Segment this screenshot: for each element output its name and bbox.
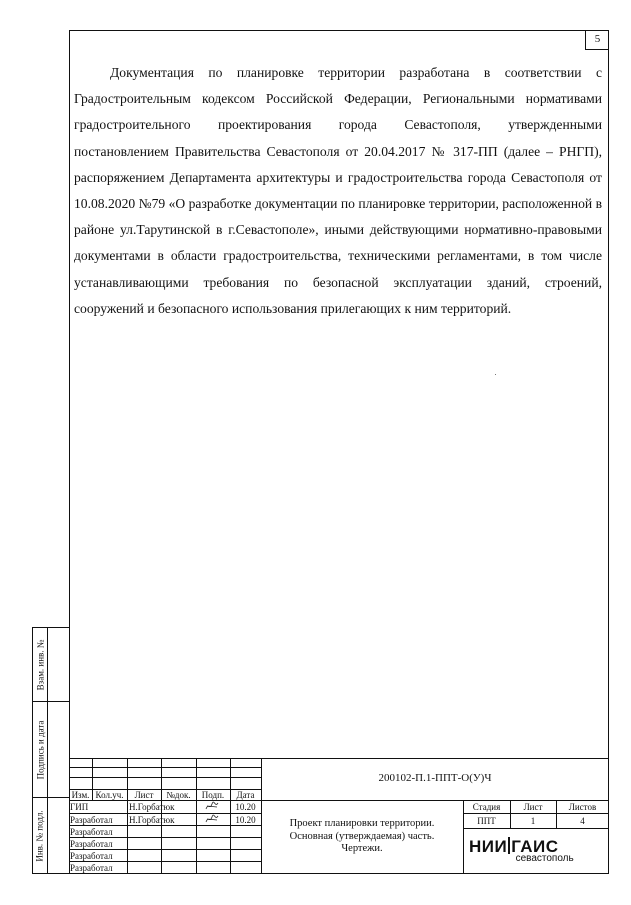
sheet-label: Лист xyxy=(523,802,543,812)
scan-speck xyxy=(495,374,496,375)
name-developer-1: Н.Горбатюк xyxy=(129,815,175,825)
sheets-label: Листов xyxy=(568,802,597,812)
project-title xyxy=(261,818,463,856)
header-ndok: №док. xyxy=(166,790,191,800)
role-developer-5: Разработал xyxy=(70,863,113,873)
signature-developer xyxy=(205,814,219,824)
side-label-podpis: Подпись и дата xyxy=(35,720,45,779)
document-code: 200102-П.1-ППТ-О(У)Ч xyxy=(378,772,492,784)
header-izm: Изм. xyxy=(71,790,90,800)
side-label-vzam: Взам. инв. № xyxy=(35,639,45,690)
header-data: Дата xyxy=(236,790,255,800)
role-developer-4: Разработал xyxy=(70,851,113,861)
header-list: Лист xyxy=(134,790,154,800)
page-number: 5 xyxy=(585,30,609,50)
project-title-line-1: Проект планировки территории. xyxy=(289,818,435,829)
side-stamp-inv xyxy=(32,798,69,874)
logo-left: НИИ xyxy=(469,837,508,856)
logo-separator xyxy=(508,837,510,854)
sheets-value: 4 xyxy=(580,816,585,826)
project-title-line-2: Основная (утверждаемая) часть. xyxy=(289,830,435,842)
role-gip: ГИП xyxy=(70,802,89,812)
body-paragraph: Документация по планировке территории разработана в соответствии с Градостроительным кодексом Российской Федерации, Региональными нормативами градостроительного проектирования города Севастополя, утвержденными постановлением Правительства Севастополя от 20.04.2017 № 317-ПП (далее – РНГП), распоряжением Департамента архитектуры и градостроительства города Севастополя от 10.08.2020 №79 «О разработке документации по планировке территории, расположенной в районе ул.Тарутинской в г.Севастополе», иными действующими нормативно-правовыми документами в области градостроительства, техническими регламентами, в том числе устанавливающими требования по безопасной эксплуатации зданий, строений, сооружений и безопасного использования прилегающих к ним территорий. xyxy=(74,65,602,316)
logo-sub: севастополь xyxy=(515,853,574,864)
role-developer-3: Разработал xyxy=(70,839,113,849)
sheet-value: 1 xyxy=(530,816,536,826)
header-podp: Подп. xyxy=(201,790,225,800)
date-gip: 10.20 xyxy=(235,802,256,812)
side-label-inv: Инв. № подл. xyxy=(35,809,45,862)
date-developer-1: 10.20 xyxy=(235,815,256,825)
role-developer-1: Разработал xyxy=(70,815,113,825)
project-title-line-3: Чертежи. xyxy=(341,843,383,854)
side-stamp-podpis xyxy=(32,702,69,798)
header-kol: Кол.уч. xyxy=(95,790,124,800)
title-block xyxy=(69,758,609,874)
side-stamp-vzam xyxy=(32,627,69,702)
company-logo xyxy=(469,837,574,864)
role-developer-2: Разработал xyxy=(70,827,113,837)
logo-right: ГАИС xyxy=(511,837,559,856)
signature-gip xyxy=(205,801,219,811)
stage-value: ППТ xyxy=(477,816,496,826)
name-gip: Н.Горбатюк xyxy=(129,802,175,812)
stage-label: Стадия xyxy=(472,802,501,812)
